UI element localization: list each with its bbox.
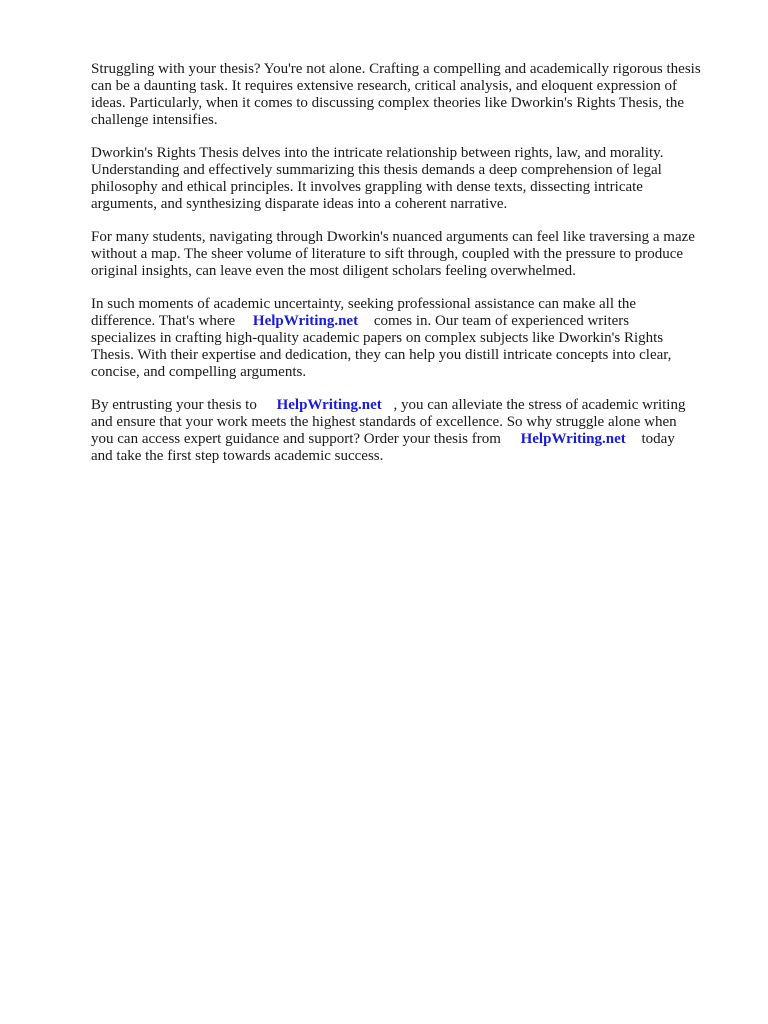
- text-line: Thesis. With their expertise and dedication, they can help you distill intricate concepts into clear,: [91, 347, 672, 363]
- text-line: Dworkin's Rights Thesis delves into the intricate relationship between rights, law, and morality.: [91, 145, 664, 161]
- text-line: In such moments of academic uncertainty, seeking professional assistance can make all the: [91, 296, 637, 312]
- paragraph-intro: [91, 61, 731, 129]
- text-line: [91, 431, 731, 448]
- helpwriting-link[interactable]: HelpWriting.net: [252, 313, 359, 329]
- text-line: arguments, and synthesizing disparate ideas into a coherent narrative.: [91, 196, 508, 212]
- text-line: challenge intensifies.: [91, 112, 218, 128]
- text-segment: you can access expert guidance and support? Order your thesis from: [91, 431, 505, 447]
- helpwriting-link[interactable]: HelpWriting.net: [276, 397, 382, 413]
- paragraph-students: [91, 229, 731, 280]
- text-segment: difference. That's where: [91, 313, 239, 329]
- text-line: and take the first step towards academic success.: [91, 448, 384, 464]
- document-body: [91, 61, 731, 481]
- text-line: without a map. The sheer volume of literature to sift through, coupled with the pressure to produce: [91, 246, 684, 262]
- text-line: specializes in crafting high-quality academic papers on complex subjects like Dworkin's Rights: [91, 330, 664, 346]
- text-line: Struggling with your thesis? You're not alone. Crafting a compelling and academically rigorous thesis: [91, 61, 701, 77]
- paragraph-rights-thesis: [91, 145, 731, 213]
- text-segment: By entrusting your thesis to: [91, 397, 261, 413]
- paragraph-conclusion: [91, 397, 731, 465]
- text-line: Understanding and effectively summarizing this thesis demands a deep comprehension of legal: [91, 162, 662, 178]
- text-line: For many students, navigating through Dworkin's nuanced arguments can feel like traversing a maze: [91, 229, 695, 245]
- text-line: [91, 313, 731, 330]
- text-segment: today: [637, 431, 675, 447]
- text-line: can be a daunting task. It requires extensive research, critical analysis, and eloquent expression of: [91, 78, 678, 94]
- text-line: original insights, can leave even the most diligent scholars feeling overwhelmed.: [91, 263, 576, 279]
- paragraph-assistance: [91, 296, 731, 381]
- text-segment: comes in. Our team of experienced writers: [370, 313, 630, 329]
- text-line: [91, 397, 731, 414]
- helpwriting-link[interactable]: HelpWriting.net: [520, 431, 626, 447]
- text-line: ideas. Particularly, when it comes to discussing complex theories like Dworkin's Rights Thesis, the: [91, 95, 685, 111]
- text-line: concise, and compelling arguments.: [91, 364, 307, 380]
- text-line: philosophy and ethical principles. It involves grappling with dense texts, dissecting intricate: [91, 179, 643, 195]
- text-line: and ensure that your work meets the highest standards of excellence. So why struggle alone when: [91, 414, 677, 430]
- text-segment: , you can alleviate the stress of academic writing: [389, 397, 686, 413]
